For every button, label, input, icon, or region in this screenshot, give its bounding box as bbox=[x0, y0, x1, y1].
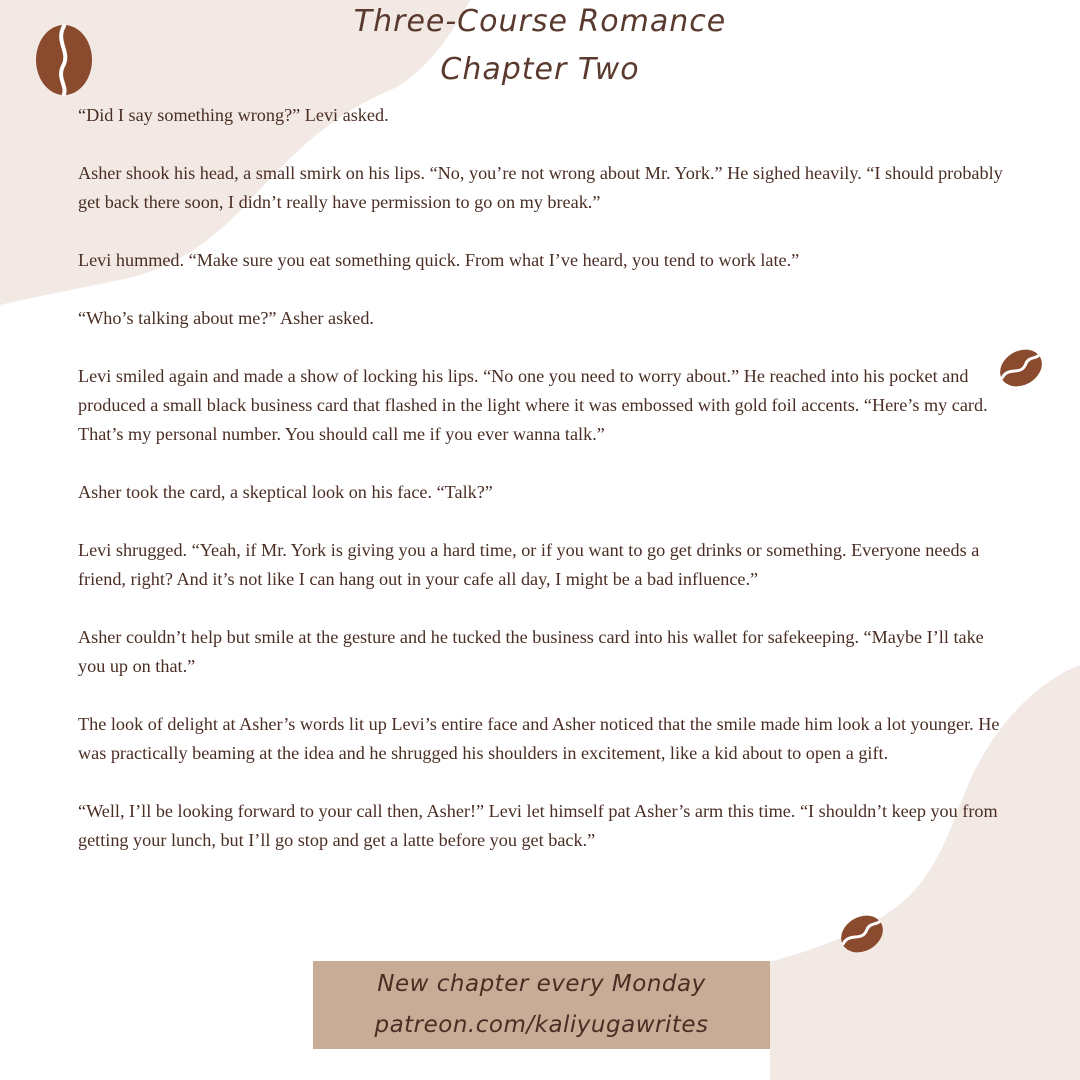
paragraph: Asher couldn’t help but smile at the gesture and he tucked the business card into his wallet for safekeeping. “Maybe I’ll take you up on that.” bbox=[78, 627, 984, 676]
paragraph: Asher shook his head, a small smirk on his lips. “No, you’re not wrong about Mr. York.” He sighed heavily. “I should probably get back there soon, I didn’t really have permission to go on my break.” bbox=[78, 163, 1003, 212]
story-body bbox=[78, 101, 1008, 884]
paragraph: Levi smiled again and made a show of locking his lips. “No one you need to worry about.” He reached into his pocket and produced a small black business card that flashed in the light where it was embossed with gold foil accents. “Here’s my card. That’s my personal number. You should call me if you ever wanna talk.” bbox=[78, 366, 988, 444]
paragraph: “Did I say something wrong?” Levi asked. bbox=[78, 105, 389, 125]
paragraph: “Well, I’ll be looking forward to your call then, Asher!” Levi let himself pat Asher’s arm this time. “I shouldn’t keep you from getting your lunch, but I’ll go stop and get a latte before you get back.” bbox=[78, 801, 998, 850]
paragraph: Levi shrugged. “Yeah, if Mr. York is giving you a hard time, or if you want to go get drinks or something. Everyone needs a friend, right? And it’s not like I can hang out in your cafe all day, I might be a bad influence.” bbox=[78, 540, 980, 589]
paragraph: “Who’s talking about me?” Asher asked. bbox=[78, 308, 374, 328]
patreon-link[interactable]: patreon.com/kaliyugawrites bbox=[374, 1012, 709, 1038]
paragraph: The look of delight at Asher’s words lit up Levi’s entire face and Asher noticed that the smile made him look a lot younger. He was practically beaming at the idea and he shrugged his shoulders in excitement, like a kid about to open a gift. bbox=[78, 714, 1000, 763]
paragraph: Asher took the card, a skeptical look on his face. “Talk?” bbox=[78, 482, 493, 502]
coffee-bean-icon bbox=[33, 22, 95, 98]
schedule-note: New chapter every Monday bbox=[377, 971, 706, 997]
story-title: Three-Course Romance bbox=[353, 4, 727, 39]
paragraph: Levi hummed. “Make sure you eat something quick. From what I’ve heard, you tend to work late.” bbox=[78, 250, 800, 270]
chapter-title: Chapter Two bbox=[440, 52, 640, 87]
bottom-left-wave bbox=[0, 1050, 313, 1080]
patreon-banner bbox=[313, 961, 770, 1049]
coffee-bean-icon bbox=[838, 911, 886, 957]
